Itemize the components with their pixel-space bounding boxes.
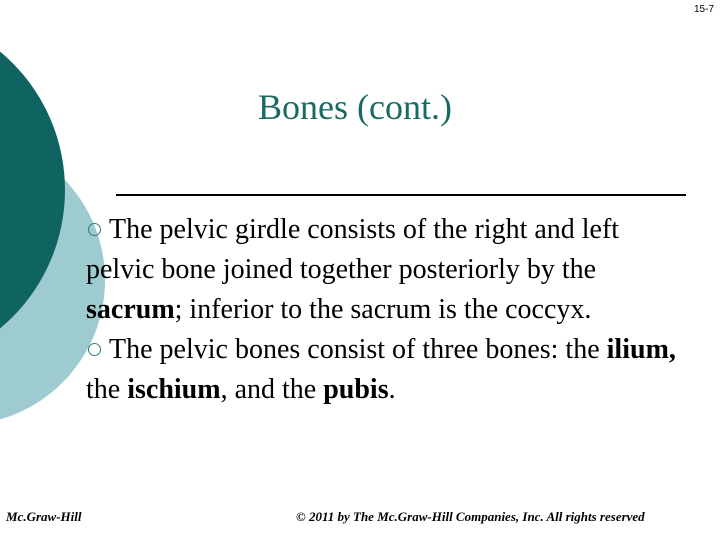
para2-text-3: , and the [220,374,324,405]
slide-body [86,210,686,410]
hollow-circle-bullet-icon [88,223,101,236]
term-ischium: ischium [127,374,221,405]
slide-number: 15-7 [693,4,714,15]
title-divider [116,194,686,196]
bullet-paragraph-2 [86,330,686,410]
bullet-paragraph-1 [86,210,686,330]
para1-text-1: The pelvic girdle consists of the right and left pelvic bone joined together posteriorly by the [86,214,620,285]
footer-copyright: © 2011 by The Mc.Graw-Hill Companies, Inc. All rights reserved [296,509,645,524]
slide-title: Bones (cont.) [258,87,452,127]
term-pubis: pubis [323,374,389,405]
para2-text-4: . [388,374,396,405]
term-sacrum: sacrum [86,294,175,325]
hollow-circle-bullet-icon [88,343,101,356]
term-ilium: ilium, [606,334,676,365]
footer-publisher: Mc.Graw-Hill [6,509,82,524]
para2-text-2: the [86,374,128,405]
para1-text-2: ; inferior to the sacrum is the coccyx. [174,294,592,325]
para2-text-1: The pelvic bones consist of three bones: the [109,334,607,365]
